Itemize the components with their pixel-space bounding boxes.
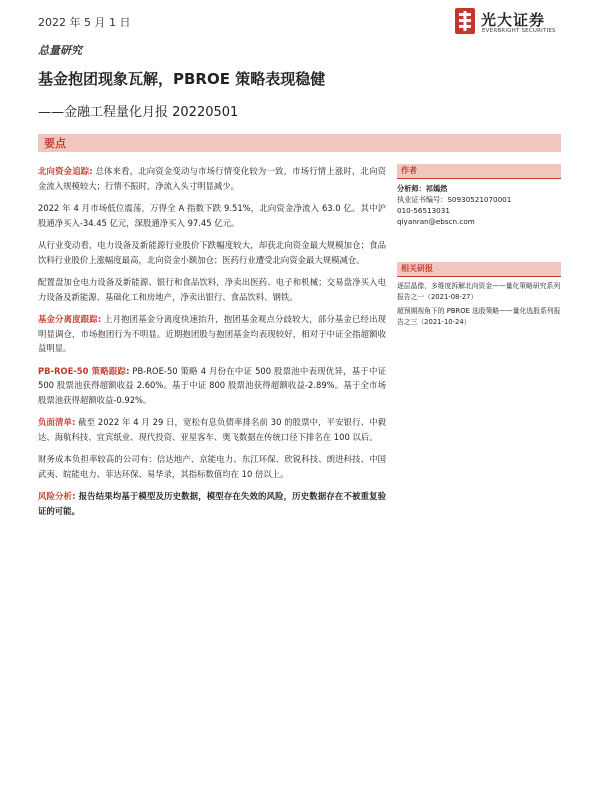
report-subtitle: ——金融工程量化月报 20220501 <box>38 105 239 120</box>
keyword-northbound: 北向资金追踪: <box>38 166 93 176</box>
keyword-fund-separation: 基金分离度跟踪: <box>38 314 102 324</box>
text-pbroe: PB-ROE-50 策略 4 月份在中证 500 股票池中表现优异，基于中证 500 股票池获得超额收益 2.60%。基于中证 800 股票池获得超额收益-2.89%。基于全市场股票池获得超额收益-0.92%。 <box>38 365 386 405</box>
text-risk: 报告结果均基于模型及历史数据，模型存在失效的风险，历史数据存在不被重复验证的可能。 <box>38 491 386 516</box>
key-points-bar <box>38 134 561 152</box>
related-report-item[interactable]: 超预期视角下的 PBROE 选股策略——量化选股系列报告之三（2021-10-24） <box>397 307 561 326</box>
paragraph-fund-separation <box>38 312 386 356</box>
related-heading: 相关研报 <box>397 262 561 277</box>
text-negative-list: 截至 2022 年 4 月 29 日，宽松有息负债率排名前 30 的股票中，平安银行、中毅达、海航科技、宜宾纸业、现代投资、亚星客车、奥飞数据在传统口径下排名在 100 以后。 <box>38 417 386 442</box>
brand-logo <box>455 8 575 38</box>
analyst-email[interactable]: qiyanran@ebscn.com <box>397 217 475 226</box>
paragraph-financial-cost: 财务成本负担率较高的公司有：信达地产、京能电力、东江环保、欣锐科技、朗进科技、中国武夷、皖能电力、菲达环保、易华录，其指标数值均在 10 倍以上。 <box>38 454 386 479</box>
key-points-body <box>38 164 386 526</box>
paragraph-risk <box>38 489 386 518</box>
text-northbound: 总体来看，北向资金变动与市场行情变化较为一致，市场行情上涨时，北向资金流入规模较大；行情不振时，净流入头寸明显减少。 <box>38 166 386 191</box>
paragraph-pbroe <box>38 364 386 408</box>
related-reports-panel <box>397 262 561 327</box>
paragraph-northbound <box>38 164 386 193</box>
related-report-item[interactable]: 逐层晶像，多维度拆解北向资金——量化策略研究系列报告之一（2021-08-27） <box>397 282 561 301</box>
report-category: 总量研究 <box>38 44 82 57</box>
paragraph-april-market: 2022 年 4 月市场低位震荡，万得全 A 指数下跌 9.51%，北向资金净流入 63.0 亿。其中沪股通净买入-34.45 亿元，深股通净买入 97.45 亿元。 <box>38 203 386 228</box>
analyst-phone: 010-56513031 <box>397 206 450 215</box>
logo-text-cn: 光大证券 <box>481 11 546 29</box>
key-points-label: 要点 <box>44 137 66 150</box>
keyword-pbroe: PB-ROE-50 策略跟踪: <box>38 365 130 376</box>
report-date: 2022 年 5 月 1 日 <box>38 16 131 29</box>
keyword-negative-list: 负面清单: <box>38 417 76 427</box>
keyword-risk: 风险分析: <box>38 491 76 501</box>
text-fund-separation: 上月抱团基金分离度快速抬升，抱团基金观点分歧较大，部分基金已经出现明显调仓，市场抱团行为不明显。近期抱团股与抱团基金均表现较好，相对于中证全指超额收益明显。 <box>38 314 386 353</box>
logo-text-en: EVERBRIGHT SECURITIES <box>482 28 556 34</box>
analyst-name: 分析师：祁嫣然 <box>397 184 448 193</box>
paragraph-allocation: 配置盘加仓电力设备及新能源、银行和食品饮料，净卖出医药、电子和机械；交易盘净买入电力设备及新能源、基础化工和房地产，净卖出银行、食品饮料、钢铁。 <box>38 277 386 302</box>
author-heading: 作者 <box>397 164 561 179</box>
paragraph-industry: 从行业变动看，电力设备及新能源行业股价下跌幅度较大，却获北向资金最大规模加仓；食品饮料行业股价上涨幅度最高，北向资金小额加仓；医药行业遭受北向资金最大规模减仓。 <box>38 240 386 265</box>
paragraph-negative-list <box>38 415 386 444</box>
author-panel <box>397 164 561 227</box>
report-title: 基金抱团现象瓦解，PBROE 策略表现稳健 <box>38 70 326 88</box>
everbright-logo-icon <box>455 8 475 34</box>
analyst-license: 执业证书编号：S0930521070001 <box>397 195 512 204</box>
